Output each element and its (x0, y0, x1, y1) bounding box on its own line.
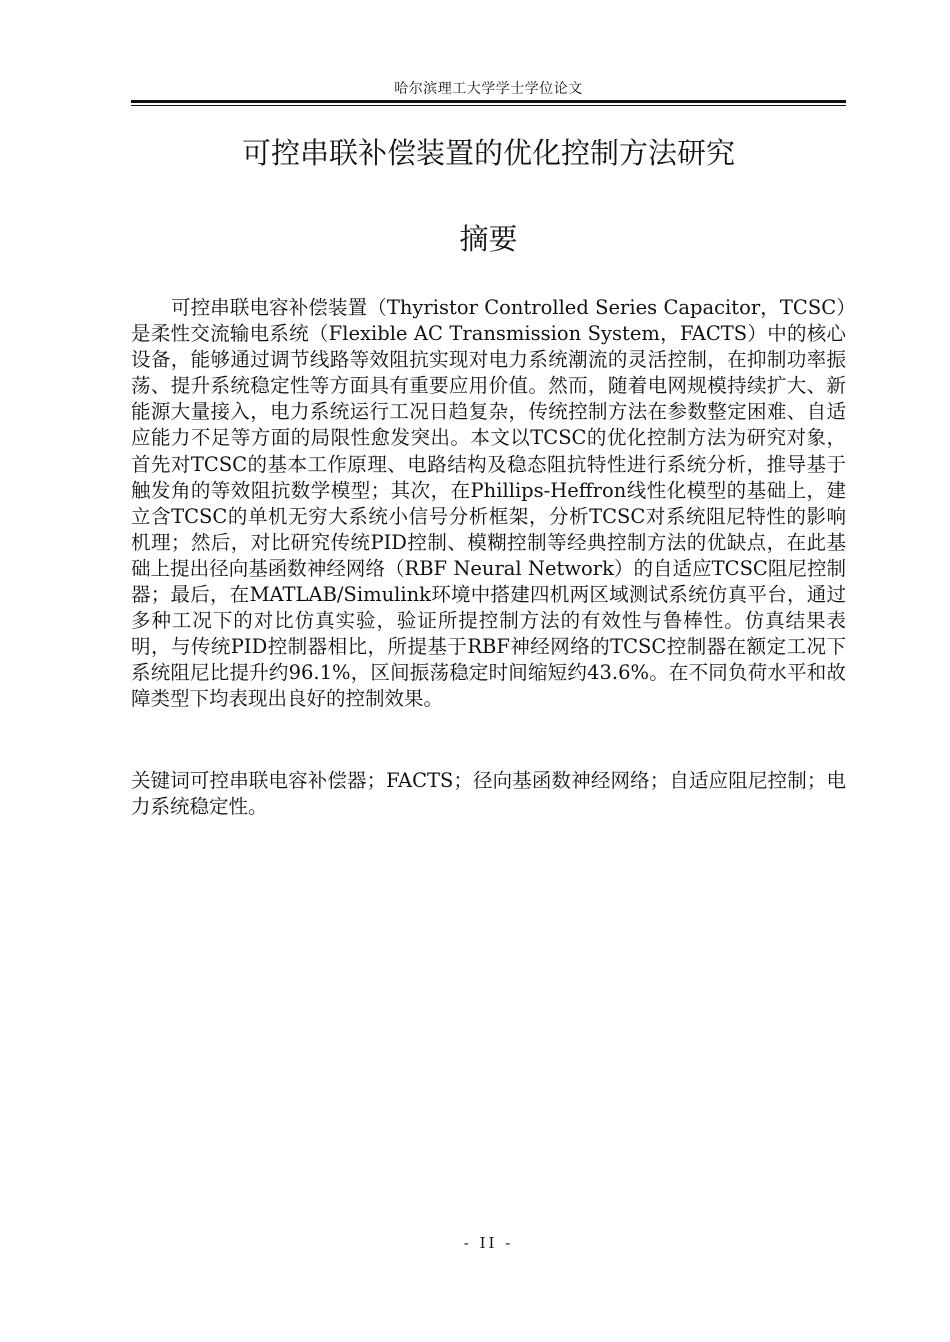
keywords-paragraph (131, 768, 846, 820)
keywords-text: 可控串联电容补偿器；FACTS；径向基函数神经网络；自适应阻尼控制；电力系统稳定性。 (131, 769, 846, 819)
abstract-body: 可控串联电容补偿装置（Thyristor Controlled Series Capacitor，TCSC）是柔性交流输电系统（Flexible AC Transmission System，FACTS）中的核心设备，能够通过调节线路等效阻抗实现对电力系统潮流的灵活控制，在抑制功率振荡、提升系统稳定性等方面具有重要应用价值。然而，随着电网规模持续扩大、新能源大量接入，电力系统运行工况日趋复杂，传统控制方法在参数整定困难、自适应能力不足等方面的局限性愈发突出。本文以TCSC的优化控制方法为研究对象，首先对TCSC的基本工作原理、电路结构及稳态阻抗特性进行系统分析，推导基于触发角的等效阻抗数学模型；其次，在Phillips-Heffron线性化模型的基础上，建立含TCSC的单机无穷大系统小信号分析框架，分析TCSC对系统阻尼特性的影响机理；然后，对比研究传统PID控制、模糊控制等经典控制方法的优缺点，在此基础上提出径向基函数神经网络（RBF Neural Network）的自适应TCSC阻尼控制器；最后，在MATLAB/Simulink环境中搭建四机两区域测试系统仿真平台，通过多种工况下的对比仿真实验，验证所提控制方法的有效性与鲁棒性。仿真结果表明，与传统PID控制器相比，所提基于RBF神经网络的TCSC控制器在额定工况下系统阻尼比提升约96.1%，区间振荡稳定时间缩短约43.6%。在不同负荷水平和故障类型下均表现出良好的控制效果。 (131, 296, 846, 711)
header-rule-thick (131, 100, 846, 103)
running-header: 哈尔滨理工大学学士学位论文 (394, 81, 583, 97)
header-rule-thin (131, 105, 846, 106)
abstract-heading: 摘要 (459, 222, 518, 256)
thesis-title: 可控串联补偿装置的优化控制方法研究 (241, 136, 735, 170)
keywords-label: 关键词 (131, 769, 190, 792)
page-number: - II - (463, 1234, 514, 1252)
